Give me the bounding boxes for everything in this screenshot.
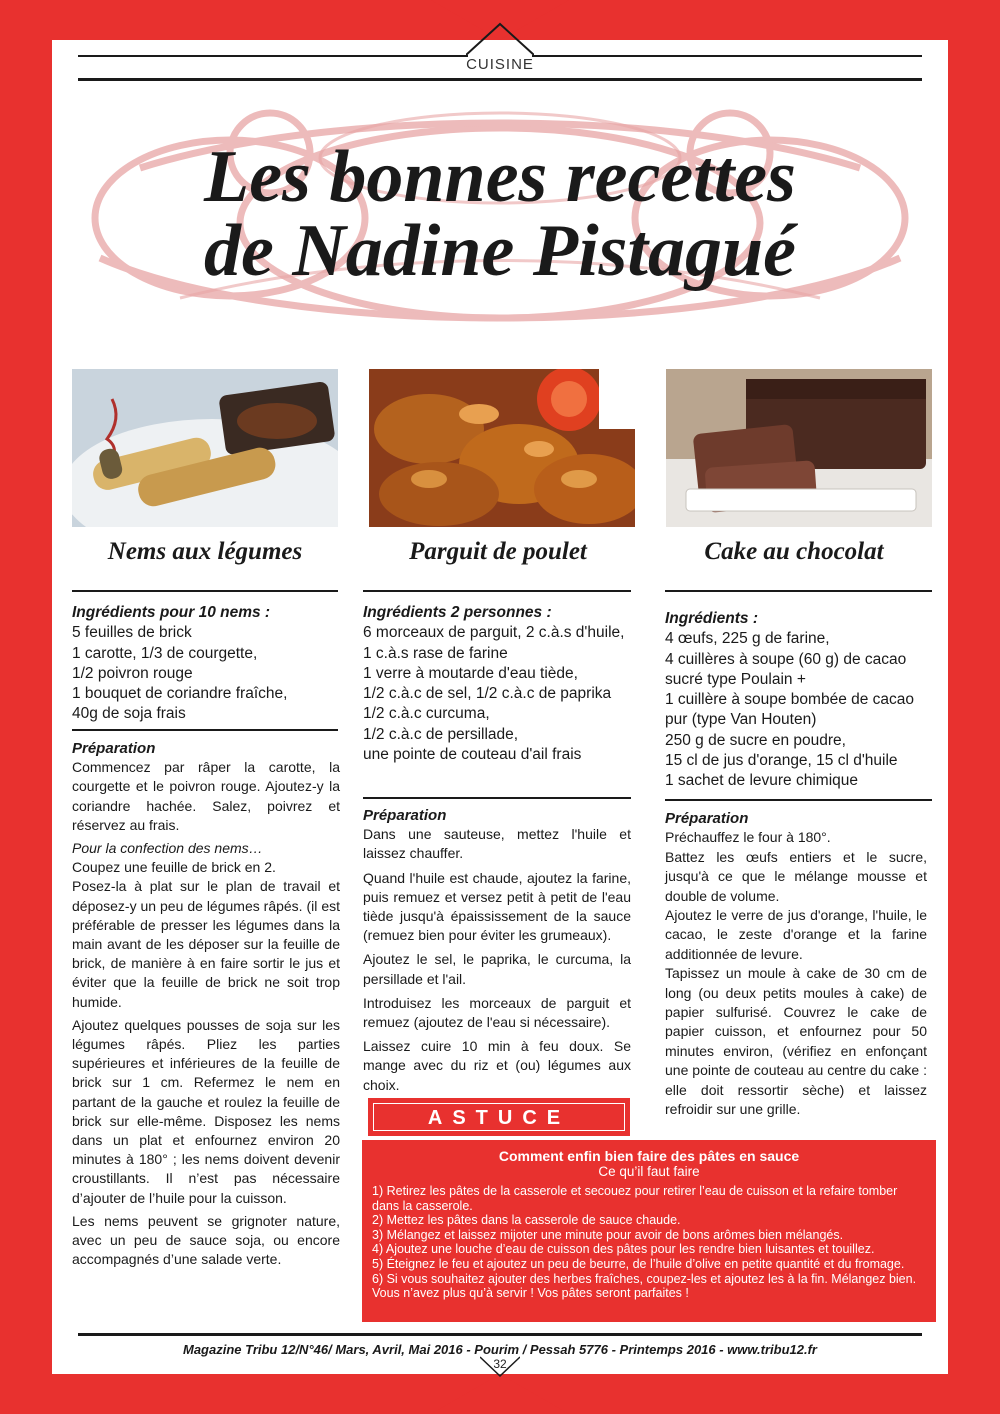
astuce-item: 6) Si vous souhaitez ajouter des herbes fraîches, coupez-les et ajoutez les à la fin. Mélangez bien. Vous n’avez plus qu’à servir ! Vos pâtes seront parfaites ! xyxy=(372,1271,917,1301)
prep-title: Préparation xyxy=(363,807,447,824)
photo-nems xyxy=(72,369,338,527)
prep-subtitle: Pour la confection des nems… xyxy=(72,840,263,857)
astuce-title: Comment enfin bien faire des pâtes en sauce xyxy=(498,1148,800,1164)
page-title-line-1: Les bonnes recettes xyxy=(204,136,796,218)
ingredient-item: une pointe de couteau d'ail frais xyxy=(363,746,582,764)
photo-parguit xyxy=(369,369,635,527)
prep-step: Posez-la à plat sur le plan de travail et déposez-y un peu de légumes râpés. (il est préférable de presser les légumes dans la main avant de les déposer sur la feuille de brick, de manière à en faire sortir le jus et éviter que la feuille de brick ne soit trop humide. xyxy=(72,878,340,1010)
separator-col2-top xyxy=(363,590,631,592)
ingredient-item: 250 g de sucre en poudre, xyxy=(665,731,846,749)
astuce-subtitle: Ce qu’il faut faire xyxy=(598,1164,700,1179)
ingredient-item: 1 sachet de levure chimique xyxy=(665,772,859,790)
prep-intro: Commencez par râper la carotte, la courgette et le poivron rouge. Ajoutez-y la coriandre hachée. Salez, poivrez et réservez au frais. xyxy=(72,759,340,833)
ingredient-item: 1 cuillère à soupe bombée de cacao pur (type Van Houten) xyxy=(665,691,915,729)
header-chevron-icon xyxy=(466,22,534,56)
prep-step: Battez les œufs entiers et le sucre, jusqu'à ce que le mélange mousse et double de volume. xyxy=(665,848,927,904)
bottom-notch-triangle xyxy=(431,1374,569,1414)
separator-col3-top xyxy=(665,590,932,592)
photo-cake xyxy=(666,369,932,527)
prep-step: Tapissez un moule à cake de 30 cm de long (ou deux petits moules à cake) de papier sulfurisé. Couvrez le cake de papier cuisson, et enfournez pour 50 minutes environ, (vérifiez en enfonçant une pointe de couteau au centre du cake : elle doit ressortir sèche) et laissez refroidir sur une grille. xyxy=(665,965,927,1118)
recipe-cake-preparation xyxy=(665,809,927,1120)
prep-step: Ajoutez quelques pousses de soja sur les légumes râpés. Pliez les parties supérieures et inférieures de la feuille de brick sur 1 cm. Refermez le nem en partant de la gauche et roulez la feuille de brick sur elle-même. Disposez les nems dans un plat et enfournez environ 20 minutes à 180° ; les nems doivent devenir croustillants. Il n’est pas nécessaire d’ajouter de l’huile pour la cuisson. xyxy=(72,1016,340,1206)
prep-step: Dans une sauteuse, mettez l'huile et laissez chauffer. xyxy=(363,826,631,862)
prep-step: Coupez une feuille de brick en 2. xyxy=(72,859,276,876)
ingredient-item: 4 cuillères à soupe (60 g) de cacao sucré type Poulain + xyxy=(665,650,907,688)
prep-step: Les nems peuvent se grignoter nature, avec un peu de sauce soja, ou encore accompagnés d’une salade verte. xyxy=(72,1212,340,1268)
prep-step: Ajoutez le verre de jus d'orange, l'huile, le cacao, le zeste d'orange et la farine additionnée de levure. xyxy=(665,907,927,962)
page-number: 32 xyxy=(493,1357,507,1371)
prep-step: Ajoutez le sel, le paprika, le curcuma, la persillade et l'ail. xyxy=(363,951,631,987)
astuce-label-box xyxy=(368,1098,630,1136)
recipe-nems-preparation xyxy=(72,739,340,1269)
separator-col1-mid xyxy=(72,729,338,731)
ingredient-item: 1/2 poivron rouge xyxy=(72,664,193,682)
astuce-item: 2) Mettez les pâtes dans la casserole de sauce chaude. xyxy=(372,1213,681,1228)
prep-step: Introduisez les morceaux de parguit et remuez (ajoutez de l'eau si nécessaire). xyxy=(363,994,631,1031)
ingredient-item: 1/2 c.à.c de persillade, xyxy=(363,725,519,743)
astuce-item: 3) Mélangez et laissez mijoter une minute pour avoir de bons arômes bien mélangés. xyxy=(372,1227,844,1242)
footer-text: Magazine Tribu 12/N°46/ Mars, Avril, Mai 2016 - Pourim / Pessah 5776 - Printemps 2016 - www.tribu12.fr xyxy=(182,1342,817,1357)
separator-col1-top xyxy=(72,590,338,592)
prep-title: Préparation xyxy=(72,740,156,757)
separator-col3-mid xyxy=(665,799,932,801)
ingredient-item: 1 carotte, 1/3 de courgette, xyxy=(72,644,258,662)
ingredient-item: 40g de soja frais xyxy=(72,705,186,723)
recipe-cake-ingredients xyxy=(665,609,927,792)
recipe-parguit-preparation xyxy=(363,806,631,1095)
ingredient-item: 5 feuilles de brick xyxy=(72,624,192,642)
recipe-parguit-ingredients xyxy=(363,603,631,765)
ingredients-title: Ingrédients pour 10 nems : xyxy=(72,604,271,621)
ingredient-item: 4 œufs, 225 g de farine, xyxy=(665,630,830,648)
astuce-item: 4) Ajoutez une louche d’eau de cuisson des pâtes pour les rendre bien luisantes et touillez. xyxy=(372,1242,875,1257)
prep-step: Quand l'huile est chaude, ajoutez la farine, puis remuez et versez petit à petit de l'eau tiède jusqu'à épaississement de la sauce (remuez bien pour éviter les grumeaux). xyxy=(363,869,631,944)
separator-col2-mid xyxy=(363,797,631,799)
ingredient-item: 1 verre à moutarde d'eau tiède, xyxy=(363,664,578,682)
ingredients-title: Ingrédients : xyxy=(665,610,759,627)
ingredient-item: 15 cl de jus d'orange, 15 cl d'huile xyxy=(665,752,898,770)
prep-step: Préchauffez le four à 180°. xyxy=(665,829,831,846)
ingredient-item: 1 bouquet de coriandre fraîche, xyxy=(72,685,288,703)
astuce-tip-box xyxy=(362,1140,936,1322)
recipe-name-nems: Nems aux légumes xyxy=(107,538,303,565)
prep-title: Préparation xyxy=(665,810,749,827)
header-rule-main xyxy=(78,78,922,81)
recipe-name-cake: Cake au chocolat xyxy=(704,538,884,565)
ingredient-item: 1/2 c.à.c de sel, 1/2 c.à.c de paprika xyxy=(363,685,612,703)
astuce-label: ASTUCE xyxy=(373,1103,625,1131)
page-title-line-2: de Nadine Pistagué xyxy=(204,210,796,292)
astuce-item: 1) Retirez les pâtes de la casserole et secouez pour retirer l’eau de cuisson et la refaire tomber dans la casserole. xyxy=(372,1184,898,1213)
astuce-item: 5) Éteignez le feu et ajoutez un peu de beurre, de l’huile d’olive en petite quantité et du fromage. xyxy=(372,1256,905,1271)
ingredients-title: Ingrédients 2 personnes : xyxy=(363,604,552,621)
prep-step: Laissez cuire 10 min à feu doux. Se mange avec du riz et (ou) légumes aux choix. xyxy=(363,1038,631,1093)
section-label: CUISINE xyxy=(466,56,534,73)
recipe-name-parguit: Parguit de poulet xyxy=(409,538,587,565)
ingredient-item: 1/2 c.à.c curcuma, xyxy=(363,705,490,723)
ingredient-item: 6 morceaux de parguit, 2 c.à.s d'huile, 1 c.à.s rase de farine xyxy=(363,624,625,662)
recipe-nems-ingredients xyxy=(72,603,340,725)
footer-rule xyxy=(78,1333,922,1336)
